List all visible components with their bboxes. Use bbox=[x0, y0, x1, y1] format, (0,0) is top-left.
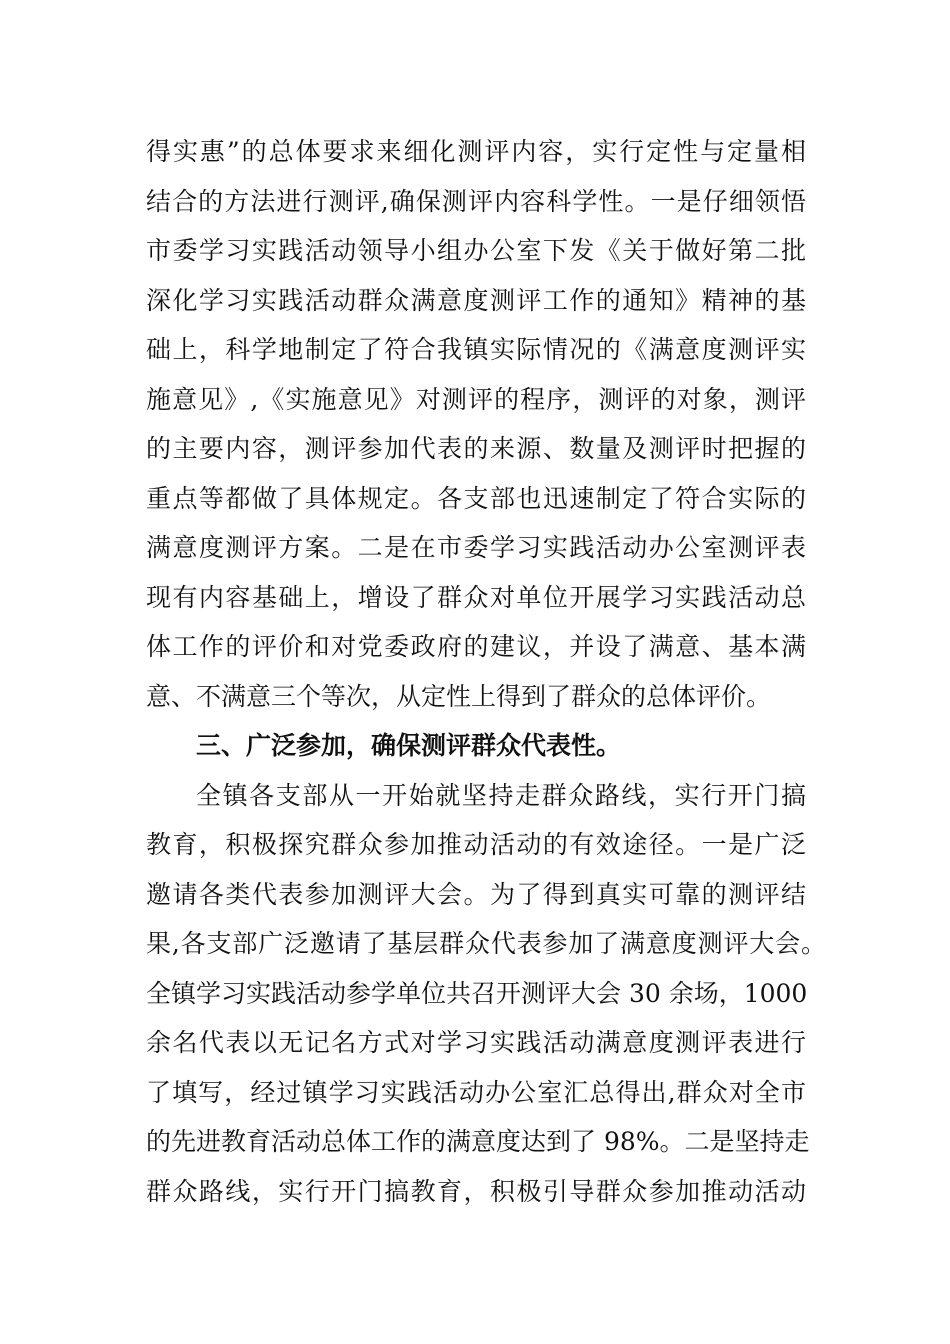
text-line: 群众路线，实行开门搞教育，积极引导群众参加推动活动 bbox=[146, 1177, 806, 1206]
text-line: 意、不满意三个等次，从定性上得到了群众的总体评价。 bbox=[146, 682, 772, 711]
text-line: 了填写，经过镇学习实践活动办公室汇总得出,群众对全市 bbox=[146, 1078, 806, 1107]
text-line: 重点等都做了具体规定。各支部也迅速制定了符合实际的 bbox=[146, 484, 806, 513]
text-line: 全镇各支部从一开始就坚持走群众路线，实行开门搞 bbox=[196, 781, 806, 810]
text-line: 果,各支部广泛邀请了基层群众代表参加了满意度测评大会。 bbox=[146, 929, 826, 958]
text-line: 全镇学习实践活动参学单位共召开测评大会 30 余场，1000 bbox=[146, 979, 808, 1008]
text-line: 得实惠”的总体要求来细化测评内容，实行定性与定量相 bbox=[146, 137, 806, 166]
text-line: 结合的方法进行测评,确保测评内容科学性。一是仔细领悟 bbox=[146, 187, 806, 216]
text-line: 施意见》,《实施意见》对测评的程序，测评的对象，测评 bbox=[146, 385, 806, 414]
text-line: 的主要内容，测评参加代表的来源、数量及测评时把握的 bbox=[146, 434, 806, 463]
text-line: 满意度测评方案。二是在市委学习实践活动办公室测评表 bbox=[146, 533, 806, 562]
text-line: 础上，科学地制定了符合我镇实际情况的《满意度测评实 bbox=[146, 335, 806, 364]
text-line: 现有内容基础上，增设了群众对单位开展学习实践活动总 bbox=[146, 583, 806, 612]
text-line: 余名代表以无记名方式对学习实践活动满意度测评表进行 bbox=[146, 1028, 806, 1057]
text-line: 的先进教育活动总体工作的满意度达到了 98%。二是坚持走 bbox=[146, 1127, 810, 1156]
text-line: 教育，积极探究群众参加推动活动的有效途径。一是广泛 bbox=[146, 830, 806, 859]
section-heading: 三、广泛参加，确保测评群众代表性。 bbox=[196, 731, 622, 760]
text-line: 市委学习实践活动领导小组办公室下发《关于做好第二批 bbox=[146, 236, 806, 265]
text-line: 体工作的评价和对党委政府的建议，并设了满意、基本满 bbox=[146, 632, 806, 661]
text-line: 深化学习实践活动群众满意度测评工作的通知》精神的基 bbox=[146, 286, 806, 315]
text-line: 邀请各类代表参加测评大会。为了得到真实可靠的测评结 bbox=[146, 880, 806, 909]
